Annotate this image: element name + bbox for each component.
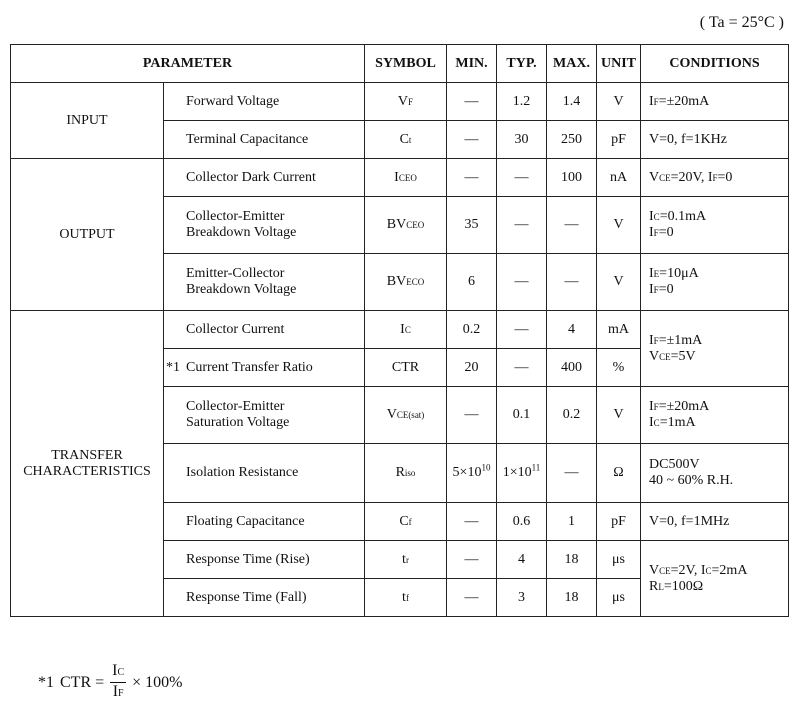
footnote-mark: *1 [166,359,180,375]
param-name: Collector Dark Current [164,159,365,197]
ctr-footnote-formula [38,662,183,703]
symbol-cell: ICEO [365,159,447,197]
group-output: OUTPUT [11,159,164,311]
typ-cell: — [497,311,547,349]
min-cell: 6 [447,254,497,311]
min-cell: — [447,541,497,579]
unit-cell: nA [597,159,641,197]
unit-cell: pF [597,503,641,541]
footnote-mark: *1 [38,673,54,691]
min-cell: — [447,387,497,444]
ambient-temperature-note: ( Ta = 25°C ) [699,14,784,31]
min-cell: — [447,579,497,617]
electrical-characteristics-table [10,44,789,617]
header-typ: TYP. [497,45,547,83]
conditions-cell: V=0, f=1KHz [641,121,789,159]
min-cell: — [447,121,497,159]
typ-cell: 30 [497,121,547,159]
unit-cell: % [597,349,641,387]
max-cell: — [547,197,597,254]
param-name: Collector-Emitter Saturation Voltage [164,387,365,444]
max-cell: 0.2 [547,387,597,444]
max-cell: 400 [547,349,597,387]
group-input: INPUT [11,83,164,159]
conditions-cell: IE=10μA IF=0 [641,254,789,311]
fraction-numerator: IC [110,662,126,683]
max-cell: 18 [547,541,597,579]
min-cell: — [447,503,497,541]
typ-cell: 0.1 [497,387,547,444]
param-name: Terminal Capacitance [164,121,365,159]
max-cell: — [547,254,597,311]
conditions-cell: V=0, f=1MHz [641,503,789,541]
min-cell: — [447,83,497,121]
typ-cell: 3 [497,579,547,617]
max-cell: 4 [547,311,597,349]
unit-cell: pF [597,121,641,159]
header-min: MIN. [447,45,497,83]
symbol-cell: Riso [365,444,447,503]
header-row [11,45,789,83]
param-name: Forward Voltage [164,83,365,121]
unit-cell: V [597,83,641,121]
header-max: MAX. [547,45,597,83]
fraction-denominator: IF [112,683,124,700]
symbol-cell: BVCEO [365,197,447,254]
param-name: Emitter-Collector Breakdown Voltage [164,254,365,311]
min-cell: 20 [447,349,497,387]
typ-cell: — [497,197,547,254]
typ-cell: 1.2 [497,83,547,121]
symbol-cell: Ct [365,121,447,159]
conditions-cell: DC500V 40 ~ 60% R.H. [641,444,789,503]
typ-cell: — [497,254,547,311]
conditions-cell: VCE=2V, IC=2mA RL=100Ω [641,541,789,617]
symbol-cell: BVECO [365,254,447,311]
symbol-cell: tr [365,541,447,579]
unit-cell: V [597,387,641,444]
unit-cell: V [597,197,641,254]
min-cell: 35 [447,197,497,254]
min-cell: — [447,159,497,197]
unit-cell: μs [597,579,641,617]
conditions-cell: IF=±20mA IC=1mA [641,387,789,444]
typ-cell: $1\times 10^{11}$ [497,444,547,503]
formula-lhs: CTR = [60,673,105,691]
param-name: Collector Current [164,311,365,349]
header-symbol: SYMBOL [365,45,447,83]
header-unit: UNIT [597,45,641,83]
unit-cell: mA [597,311,641,349]
header-parameter: PARAMETER [11,45,365,83]
typ-cell: — [497,349,547,387]
max-cell: 250 [547,121,597,159]
typ-cell: — [497,159,547,197]
min-cell: $5\times 10^{10}$ [447,444,497,503]
typ-cell: 4 [497,541,547,579]
max-cell: 1.4 [547,83,597,121]
param-name: Isolation Resistance [164,444,365,503]
group-transfer-characteristics: TRANSFER CHARACTERISTICS [11,311,164,617]
formula-rhs: × 100% [132,673,183,691]
param-name: Response Time (Fall) [164,579,365,617]
param-name: Collector-Emitter Breakdown Voltage [164,197,365,254]
unit-cell: V [597,254,641,311]
table-row [11,159,789,197]
conditions-cell: IF=±20mA [641,83,789,121]
table-row [11,83,789,121]
max-cell: 1 [547,503,597,541]
conditions-cell: IF=±1mA VCE=5V [641,311,789,387]
max-cell: — [547,444,597,503]
param-name: Floating Capacitance [164,503,365,541]
symbol-cell: tf [365,579,447,617]
formula-fraction [110,662,126,703]
symbol-cell: IC [365,311,447,349]
symbol-cell: CTR [365,349,447,387]
header-conditions: CONDITIONS [641,45,789,83]
symbol-cell: Cf [365,503,447,541]
conditions-cell: IC=0.1mA IF=0 [641,197,789,254]
unit-cell: μs [597,541,641,579]
param-name: Response Time (Rise) [164,541,365,579]
min-cell: 0.2 [447,311,497,349]
unit-cell: Ω [597,444,641,503]
table-row [11,311,789,349]
typ-cell: 0.6 [497,503,547,541]
max-cell: 100 [547,159,597,197]
conditions-cell: VCE=20V, IF=0 [641,159,789,197]
symbol-cell: VF [365,83,447,121]
max-cell: 18 [547,579,597,617]
param-name: *1 Current Transfer Ratio [164,349,365,387]
symbol-cell: VCE(sat) [365,387,447,444]
